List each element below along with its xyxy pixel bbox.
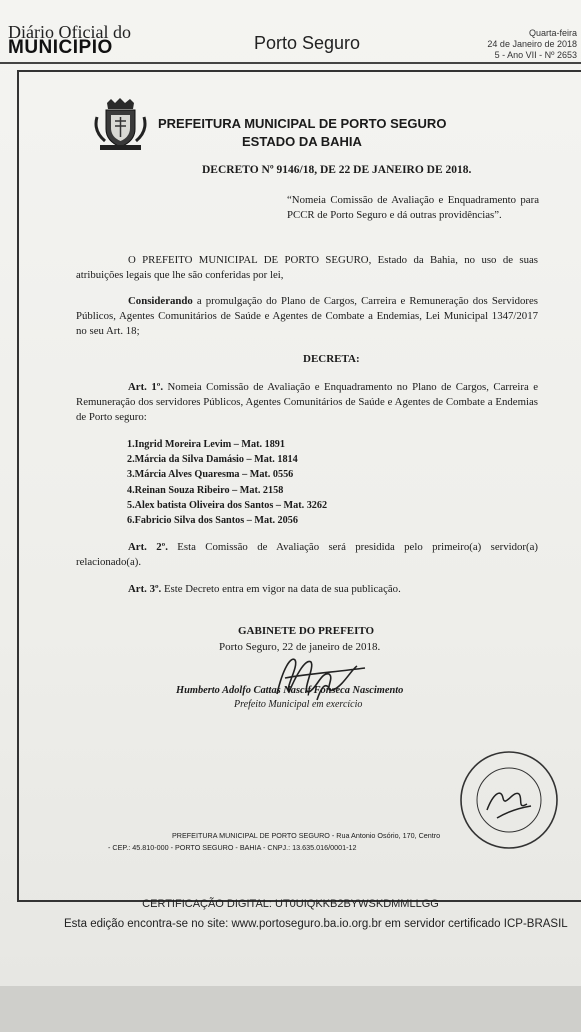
estado-heading: ESTADO DA BAHIA bbox=[242, 134, 362, 149]
weekday: Quarta-feira bbox=[528, 28, 577, 38]
considering-label: Considerando bbox=[128, 295, 193, 307]
edition-number: 5 - Ano VII - Nº 2653 bbox=[494, 50, 577, 60]
brand-line-2: MUNICIPIO bbox=[8, 37, 113, 58]
doc-footer-line-2: - CEP.: 45.810-000 - PORTO SEGURO - BAHIA - CNPJ.: 13.635.016/0001-12 bbox=[108, 843, 357, 852]
doc-footer-line-1: PREFEITURA MUNICIPAL DE PORTO SEGURO - Rua Antonio Osório, 170, Centro bbox=[172, 831, 441, 840]
member-item: 6.Fabricio Silva dos Santos – Mat. 2056 bbox=[127, 515, 298, 527]
member-item: 4.Reinan Souza Ribeiro – Mat. 2158 bbox=[127, 484, 284, 496]
considering-paragraph bbox=[76, 294, 538, 339]
issue-date: 24 de Janeiro de 2018 bbox=[487, 39, 577, 49]
site-note: Esta edição encontra-se no site: www.portoseguro.ba.io.org.br em servidor certificado ICP-BRASIL bbox=[64, 918, 568, 930]
digital-certification: CERTIFICAÇÃO DIGITAL: UT0UIQKKB2BYWSKDMMLLGG bbox=[142, 898, 439, 910]
signer-role: Prefeito Municipal em exercício bbox=[234, 699, 363, 710]
member-item: 1.Ingrid Moreira Levim – Mat. 1891 bbox=[127, 439, 285, 450]
article-3-label: Art. 3º. bbox=[128, 583, 162, 595]
place-date: Porto Seguro, 22 de janeiro de 2018. bbox=[219, 641, 381, 653]
member-item: 5.Alex batista Oliveira dos Santos – Mat. 3262 bbox=[127, 499, 328, 511]
article-1-text: Nomeia Comissão de Avaliação e Enquadramento no Plano de Cargos, Carreira e Remuneração dos servidores Públicos, Agentes Comunitários de Saúde e Agentes de Combate a Endemias de Porto seguro: bbox=[76, 381, 538, 423]
decreta-heading: DECRETA: bbox=[303, 353, 360, 365]
gabinete-heading: GABINETE DO PREFEITO bbox=[238, 625, 375, 637]
preamble: O PREFEITO MUNICIPAL DE PORTO SEGURO, Estado da Bahia, no uso de suas atribuições legais que lhe são conferidas por lei, bbox=[76, 254, 538, 281]
seal-stamp bbox=[457, 748, 561, 852]
article-2 bbox=[76, 540, 538, 570]
member-item: 2.Márcia da Silva Damásio – Mat. 1814 bbox=[127, 454, 298, 466]
article-1 bbox=[76, 380, 538, 425]
brand-line-1: Diário Oficial do bbox=[8, 22, 131, 42]
considering-text: a promulgação do Plano de Cargos, Carreira e Remuneração dos Servidores Públicos, Agentes Comunitários de Saúde e Agentes de Combate a Endemias, Lei Municipal 1347/2017 no seu Art. 18; bbox=[76, 295, 538, 337]
decree-ementa: “Nomeia Comissão de Avaliação e Enquadramento para PCCR de Porto Seguro e dá outras providências”. bbox=[287, 194, 539, 221]
article-3-text: Este Decreto entra em vigor na data de sua publicação. bbox=[161, 583, 401, 595]
signer-name: Humberto Adolfo Cattas Nascif Fonseca Nascimento bbox=[176, 685, 404, 696]
article-3 bbox=[76, 582, 538, 597]
commission-members-list bbox=[127, 437, 327, 528]
article-1-label: Art. 1º. bbox=[128, 381, 164, 393]
prefeitura-heading: PREFEITURA MUNICIPAL DE PORTO SEGURO bbox=[158, 116, 447, 131]
city-title: Porto Seguro bbox=[254, 33, 361, 53]
page-bottom-shade bbox=[0, 986, 581, 1032]
coat-of-arms-icon bbox=[93, 97, 148, 152]
article-2-label: Art. 2º. bbox=[128, 541, 168, 553]
decree-title: DECRETO Nº 9146/18, DE 22 DE JANEIRO DE 2018. bbox=[202, 164, 472, 176]
article-2-text: Esta Comissão de Avaliação será presidida pelo primeiro(a) servidor(a) relacionado(a). bbox=[76, 541, 538, 568]
member-item: 3.Márcia Alves Quaresma – Mat. 0556 bbox=[127, 469, 294, 481]
